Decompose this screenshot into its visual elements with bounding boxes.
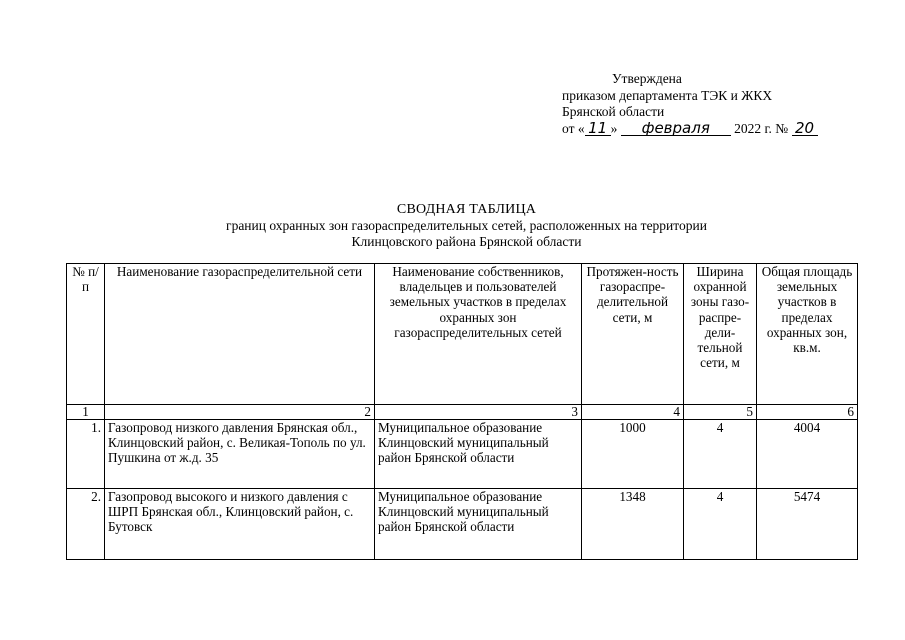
header-length: Протяжен-ность газораспре-делительной сети, м <box>582 264 684 405</box>
title-line3: Клинцовского района Брянской области <box>351 234 582 249</box>
date-mid: » <box>610 120 618 136</box>
col-number: 5 <box>684 405 757 420</box>
handwritten-number: 20 <box>792 121 818 136</box>
approval-block <box>562 71 818 137</box>
row-owner: Муниципальное образование Клинцовский муниципальный район Брянской области <box>375 420 582 489</box>
header-network: Наименование газораспределительной сети <box>105 264 375 405</box>
handwritten-month: февраля <box>621 121 731 136</box>
approval-date-line <box>562 118 818 138</box>
row-network: Газопровод высокого и низкого давления с ШРП Брянская обл., Клинцовский район, с. Бутовск <box>105 489 375 560</box>
document-title <box>100 202 833 250</box>
table-row <box>67 489 858 560</box>
header-width: Ширина охранной зоны газо-распре-дели-тельной сети, м <box>684 264 757 405</box>
col-number: 6 <box>757 405 858 420</box>
table-header-row <box>67 264 858 405</box>
row-length: 1000 <box>582 420 684 489</box>
number-prefix: № <box>775 120 789 136</box>
approval-order-line: приказом департамента ТЭК и ЖКХ <box>562 87 773 103</box>
date-prefix: от « <box>562 120 585 136</box>
col-number: 1 <box>67 405 105 420</box>
date-year: 2022 г. <box>734 120 772 136</box>
col-number: 2 <box>105 405 375 420</box>
table-row <box>67 420 858 489</box>
row-width: 4 <box>684 489 757 560</box>
approval-title: Утверждена <box>612 71 682 86</box>
summary-table <box>66 263 858 560</box>
column-numbers-row <box>67 405 858 420</box>
row-owner: Муниципальное образование Клинцовский муниципальный район Брянской области <box>375 489 582 560</box>
col-number: 4 <box>582 405 684 420</box>
row-num: 2. <box>67 489 105 560</box>
approval-region-line: Брянской области <box>562 104 665 119</box>
title-main: СВОДНАЯ ТАБЛИЦА <box>396 202 537 217</box>
row-width: 4 <box>684 420 757 489</box>
header-area: Общая площадь земельных участков в пределах охранных зон, кв.м. <box>757 264 858 405</box>
col-number: 3 <box>375 405 582 420</box>
row-length: 1348 <box>582 489 684 560</box>
handwritten-day: 11 <box>585 121 611 136</box>
title-line2: границ охранных зон газораспределительных сетей, расположенных на территории <box>226 218 707 233</box>
row-area: 5474 <box>757 489 858 560</box>
header-num: № п/п <box>67 264 105 405</box>
header-owners: Наименование собственников, владельцев и пользователей земельных участков в пределах охранных зон газораспределительных сетей <box>375 264 582 405</box>
row-area: 4004 <box>757 420 858 489</box>
row-num: 1. <box>67 420 105 489</box>
row-network: Газопровод низкого давления Брянская обл., Клинцовский район, с. Великая-Тополь по ул. Пушкина от ж.д. 35 <box>105 420 375 489</box>
